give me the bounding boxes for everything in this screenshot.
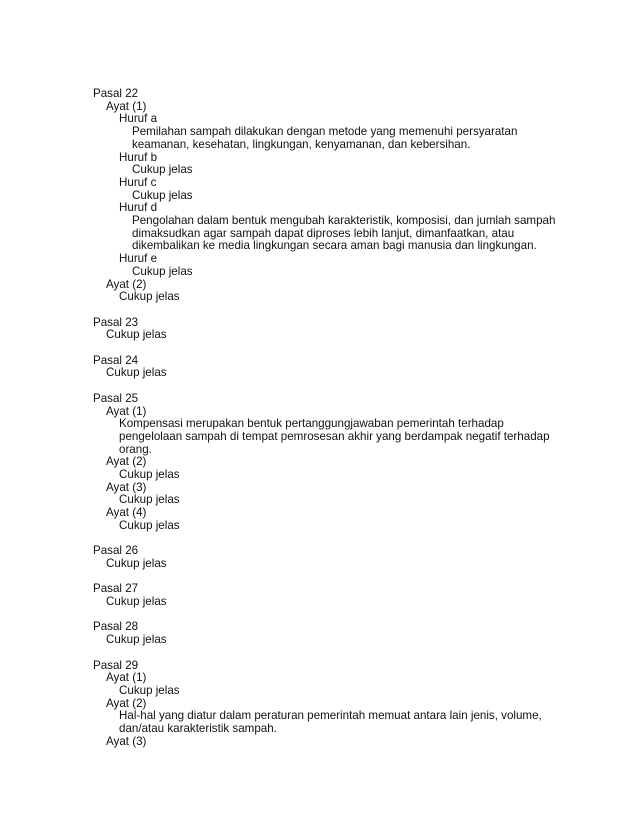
- paragraph-spacer: [93, 609, 553, 622]
- cukup-jelas-note: Cukup jelas: [119, 518, 180, 532]
- body-text-line: pengelolaan sampah di tempat pemrosesan akhir yang berdampak negatif terhadap: [119, 429, 550, 443]
- paragraph-spacer: [93, 647, 553, 660]
- body-text-line: Pemilahan sampah dilakukan dengan metode yang memenuhi persyaratan: [132, 125, 518, 139]
- ayat-heading: Ayat (2): [106, 277, 147, 291]
- ayat-heading: Ayat (1): [106, 671, 147, 685]
- paragraph-spacer: [93, 380, 553, 393]
- paragraph-spacer: [93, 533, 553, 546]
- body-text-line: dimaksudkan agar sampah dapat diproses lebih lanjut, dimanfaatkan, atau: [132, 226, 515, 240]
- cukup-jelas-note: Cukup jelas: [132, 188, 193, 202]
- huruf-heading: Huruf e: [119, 252, 158, 266]
- ayat-heading: Ayat (4): [106, 506, 147, 520]
- cukup-jelas-note: Cukup jelas: [119, 468, 180, 482]
- cukup-jelas-note: Cukup jelas: [106, 556, 167, 570]
- body-text-line: dan/atau karakteristik sampah.: [119, 722, 277, 736]
- cukup-jelas-note: Cukup jelas: [119, 493, 180, 507]
- body-text-line: keamanan, kesehatan, lingkungan, kenyamanan, dan kebersihan.: [132, 137, 471, 151]
- body-text-line: dikembalikan ke media lingkungan secara aman bagi manusia dan lingkungan.: [132, 239, 537, 253]
- pasal-heading: Pasal 27: [93, 582, 139, 596]
- body-text-line: Pengolahan dalam bentuk mengubah karakteristik, komposisi, dan jumlah sampah: [132, 214, 556, 228]
- pasal-heading: Pasal 22: [93, 87, 139, 100]
- ayat-heading: Ayat (3): [106, 734, 147, 748]
- ayat-heading: Ayat (3): [106, 480, 147, 494]
- body-text-line: Hal-hal yang diatur dalam peraturan pemerintah memuat antara lain jenis, volume,: [119, 709, 542, 723]
- cukup-jelas-note: Cukup jelas: [106, 595, 167, 609]
- pasal-heading: Pasal 25: [93, 391, 139, 405]
- pasal-heading: Pasal 23: [93, 315, 139, 329]
- ayat-heading: Ayat (2): [106, 696, 147, 710]
- huruf-heading: Huruf c: [119, 175, 157, 189]
- paragraph-spacer: [93, 571, 553, 584]
- huruf-heading: Huruf b: [119, 150, 158, 164]
- ayat-heading: Ayat (2): [106, 455, 147, 469]
- ayat-heading: Ayat (1): [106, 99, 147, 113]
- cukup-jelas-note: Cukup jelas: [132, 163, 193, 177]
- ayat-heading: Ayat (1): [106, 404, 147, 418]
- huruf-heading: Huruf a: [119, 112, 158, 126]
- paragraph-spacer: [93, 342, 553, 355]
- pasal-heading: Pasal 29: [93, 658, 139, 672]
- document-body: [93, 87, 556, 748]
- cukup-jelas-note: Cukup jelas: [119, 683, 180, 697]
- pasal-heading: Pasal 24: [93, 353, 139, 367]
- cukup-jelas-note: Cukup jelas: [106, 633, 167, 647]
- paragraph-spacer: [93, 304, 553, 317]
- cukup-jelas-note: Cukup jelas: [106, 366, 167, 380]
- cukup-jelas-note: Cukup jelas: [106, 328, 167, 342]
- cukup-jelas-note: Cukup jelas: [119, 290, 180, 304]
- pasal-heading: Pasal 28: [93, 620, 139, 634]
- body-text-line: Kompensasi merupakan bentuk pertanggungjawaban pemerintah terhadap: [119, 417, 504, 431]
- body-text-line: orang.: [119, 442, 152, 456]
- cukup-jelas-note: Cukup jelas: [132, 264, 193, 278]
- huruf-heading: Huruf d: [119, 201, 158, 215]
- pasal-heading: Pasal 26: [93, 544, 139, 558]
